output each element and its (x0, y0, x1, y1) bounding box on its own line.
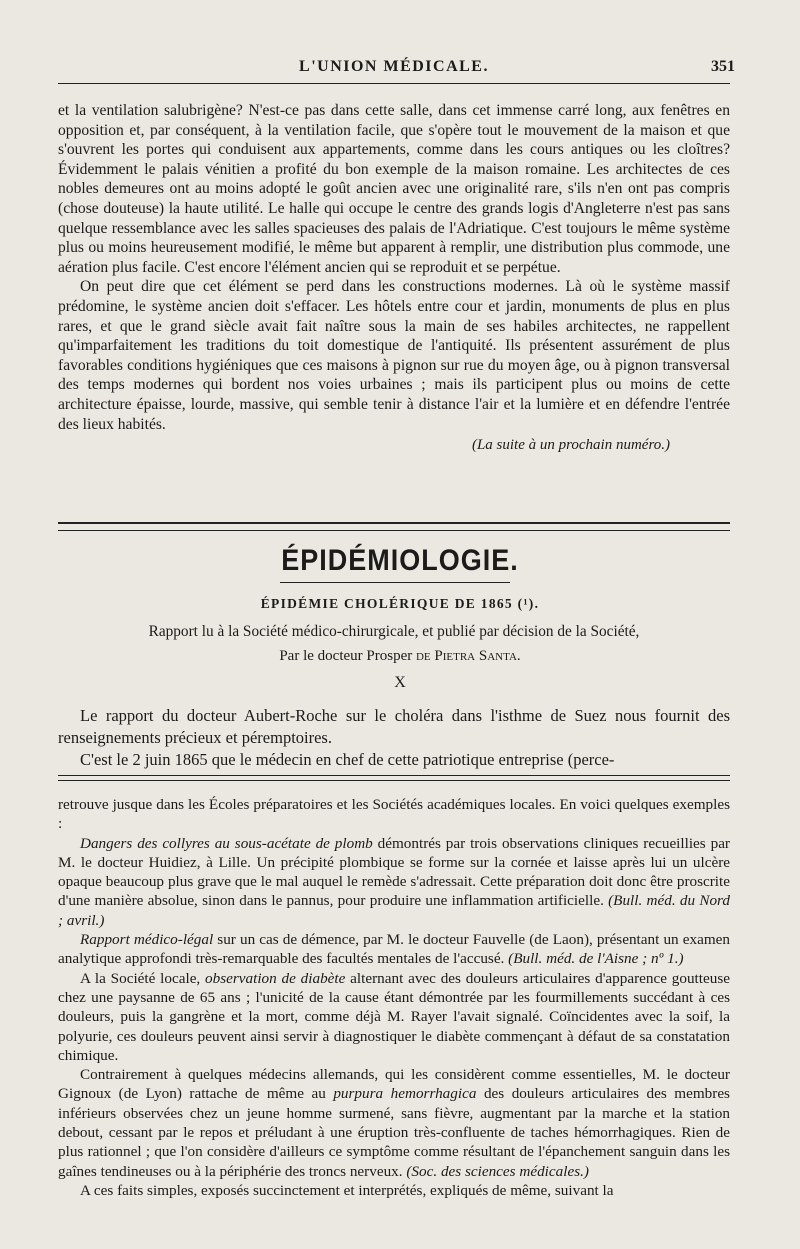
item-text: sur un cas de démence, par M. le docteur Fauvelle (de Laon), présentant un examen analytique approfondi très-remarquable des facultés mentales de l'accusé. (58, 931, 730, 968)
item-lead: observation de diabète (205, 969, 346, 987)
review-item (58, 1065, 730, 1181)
journal-title: L'UNION MÉDICALE. (299, 58, 489, 75)
item-ref: (Bull. méd. du Nord ; avril.) (58, 892, 730, 929)
item-text: démontrés par trois observations cliniques recueillies par M. le docteur Huidiez, à Lille. Un précipité plombique se forme sur la cornée et laisse après lui un ulcère opaque beaucoup plus grave que le mal auquel le remède s'adressait. Cette préparation doit donc être proscrite d'une manière absolue, sinon dans le pannus, pour produire une inflammation artificielle. (58, 834, 730, 910)
title-underline (280, 582, 510, 583)
item-lead: purpura hemorrhagica (333, 1085, 477, 1103)
author-line (0, 648, 800, 665)
item-lead: Rapport médico-légal (80, 931, 214, 949)
paragraph: On peut dire que cet élément se perd dans les constructions modernes. Là où le système massif prédomine, le système ancien doit s'effacer. Les hôtels entre cour et jardin, monuments de plus en plus rares, et que le grand siècle avait fait naître sous la main de ses habiles architectes, ne rappellent qu'imparfaitement les traditions du toit domestique de l'antiquité. Ils présentent assurément de plus favorables conditions hygiéniques que ces maisons à pignon sur rue du moyen âge, ou à pignon transversal des temps modernes qui bordent nos voies urbaines ; mais ils participent plus ou moins de cette architecture épaisse, lourde, massive, qui semble tenir à distance l'air et la lumière et en défendre l'entrée des lieux habités. (58, 278, 730, 433)
report-line: Rapport lu à la Société médico-chirurgicale, et publié par décision de la Société, (148, 623, 640, 640)
header-rule (58, 83, 730, 84)
review-item (58, 930, 730, 969)
author-prefix: Par le docteur Prosper (279, 648, 413, 664)
epidemiology-text (58, 705, 730, 771)
item-pre: A la Société locale, (80, 969, 206, 987)
author-name: de Pietra Santa. (415, 648, 521, 664)
architecture-section (58, 101, 730, 456)
paragraph: et la ventilation salubrigène? N'est-ce pas dans cette salle, dans cet immense carré long, aux fenêtres en opposition et, par conséquent, à la ventilation facile, que s'opère tout le mouvement de la maison et que s'ouvrent les portes qui conduisent aux appartements, comme dans les cours antiques ou les cloîtres? Évidemment le palais vénitien a profité du bon exemple de la maison romaine. Les architectes de ces nobles demeures ont au moins adopté le goût ancien avec une originalité rare, s'ils n'en ont pas compris (chose douteuse) la haute utilité. Le halle qui occupe le centre des grands logis d'Angleterre n'est pas sans quelque ressemblance avec les salles spacieuses des palais de l'Adriatique. C'est toujours le même système plus ou moins heureusement modifié, le même but apparent à remplir, une distribution plus commode, une aération plus facile. C'est encore l'élément ancien qui se reproduit et se perpétue. (58, 102, 730, 276)
column-separator-thin (58, 780, 730, 781)
item-ref: (Soc. des sciences médicales.) (406, 1162, 589, 1180)
review-section (58, 795, 730, 1200)
review-item (58, 1181, 730, 1200)
paragraph: C'est le 2 juin 1865 que le médecin en chef de cette patriotique entreprise (perce- (80, 750, 615, 769)
page-number: 351 (711, 58, 735, 75)
section-title: ÉPIDÉMIOLOGIE. (281, 543, 519, 577)
item-pre: Contrairement à quelques médecins allemands, qui les considèrent comme essentielles, M. le docteur Gignoux (de Lyon) rattache de même au (58, 1066, 730, 1103)
item-ref: (Bull. méd. de l'Aisne ; nº 1.) (508, 950, 684, 968)
continuation-note: (La suite à un prochain numéro.) (471, 437, 670, 454)
paragraph: retrouve jusque dans les Écoles préparatoires et les Sociétés académiques locales. En voici quelques exemples : (58, 796, 730, 833)
item-pre: A ces faits simples, exposés succinctement et interprétés, expliqués de même, suivant la (80, 1181, 614, 1199)
chapter-numeral: X (394, 674, 406, 691)
item-lead: Dangers des collyres au sous-acétate de plomb (80, 834, 373, 852)
review-item (58, 969, 730, 1065)
item-text: alternant avec des douleurs articulaires d'apparence goutteuse chez une paysanne de 65 ans ; l'unicité de la cause étant démontrée par les fourmillements succédant à ces douleurs, puis la gangrène et la mort, comme déjà M. Rayer l'avait signalé. Coïncidentes avec la soif, la polyurie, ces douleurs peuvent ainsi servir à diagnostiquer le diabète commençant à défaut de sa constatation chimique. (58, 969, 730, 1064)
column-separator (58, 775, 730, 776)
review-item (58, 834, 730, 930)
article-subtitle: ÉPIDÉMIE CHOLÉRIQUE DE 1865 (¹). (260, 596, 540, 611)
paragraph: Le rapport du docteur Aubert-Roche sur le choléra dans l'isthme de Suez nous fournit des renseignements précieux et péremptoires. (58, 706, 730, 747)
item-text: des douleurs articulaires des membres inférieurs observées chez un jeune homme surmené, sans fièvre, augmentant par la marche et la station debout, cessant par le repos et préludant à une éruption très-confluente de taches hémorrhagiques. Rien de plus rationnel ; que l'on considère d'ailleurs ce symptôme comme résultant de l'épanchement sanguin dans les gaînes tendineuses ou à la périphérie des troncs nerveux. (58, 1085, 730, 1180)
section-divider (58, 522, 730, 531)
running-head (58, 0, 735, 75)
